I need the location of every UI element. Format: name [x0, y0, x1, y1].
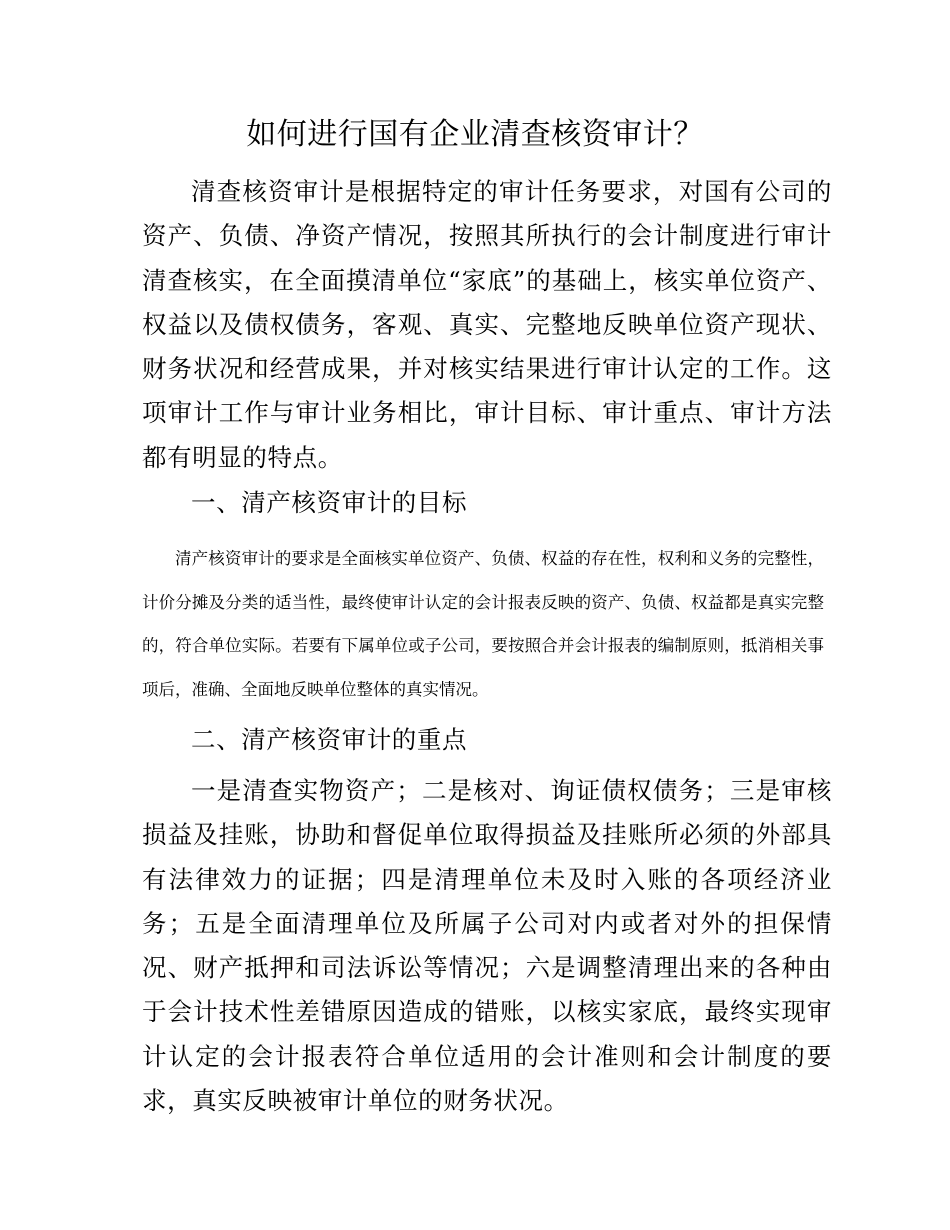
- section-heading-objective: 一、清产核资审计的目标: [191, 488, 468, 517]
- page-title: 如何进行国有企业清查核资审计？: [246, 117, 704, 152]
- section-body-focus: 一是清查实物资产；二是核对、询证债权债务；三是审核损益及挂账，协助和督促单位取得损益及挂账所必须的外部具有法律效力的证据；四是清理单位未及时入账的各项经济业务；五是全面清理单位及所属子公司对内或者对外的担保情况、财产抵押和司法诉讼等情况；六是调整清理出来的各种由于会计技术性差错原因造成的错账，以核实家底，最终实现审计认定的会计报表符合单位适用的会计准则和会计制度的要求，真实反映被审计单位的财务状况。: [142, 776, 832, 1116]
- section-heading-focus: 二、清产核资审计的重点: [191, 725, 468, 754]
- section-body-objective: 清产核资审计的要求是全面核实单位资产、负债、权益的存在性，权利和义务的完整性，计价分摊及分类的适当性，最终使审计认定的会计报表反映的资产、负债、权益都是真实完整的，符合单位实际。若要有下属单位或子公司，要按照合并会计报表的编制原则，抵消相关事项后，准确、全面地反映单位整体的真实情况。: [142, 549, 824, 699]
- intro-paragraph: 清查核资审计是根据特定的审计任务要求，对国有公司的资产、负债、净资产情况，按照其所执行的会计制度进行审计清查核实，在全面摸清单位“家底”的基础上，核实单位资产、权益以及债权债务，客观、真实、完整地反映单位资产现状、财务状况和经营成果，并对核实结果进行审计认定的工作。这项审计工作与审计业务相比，审计目标、审计重点、审计方法都有明显的特点。: [142, 177, 832, 472]
